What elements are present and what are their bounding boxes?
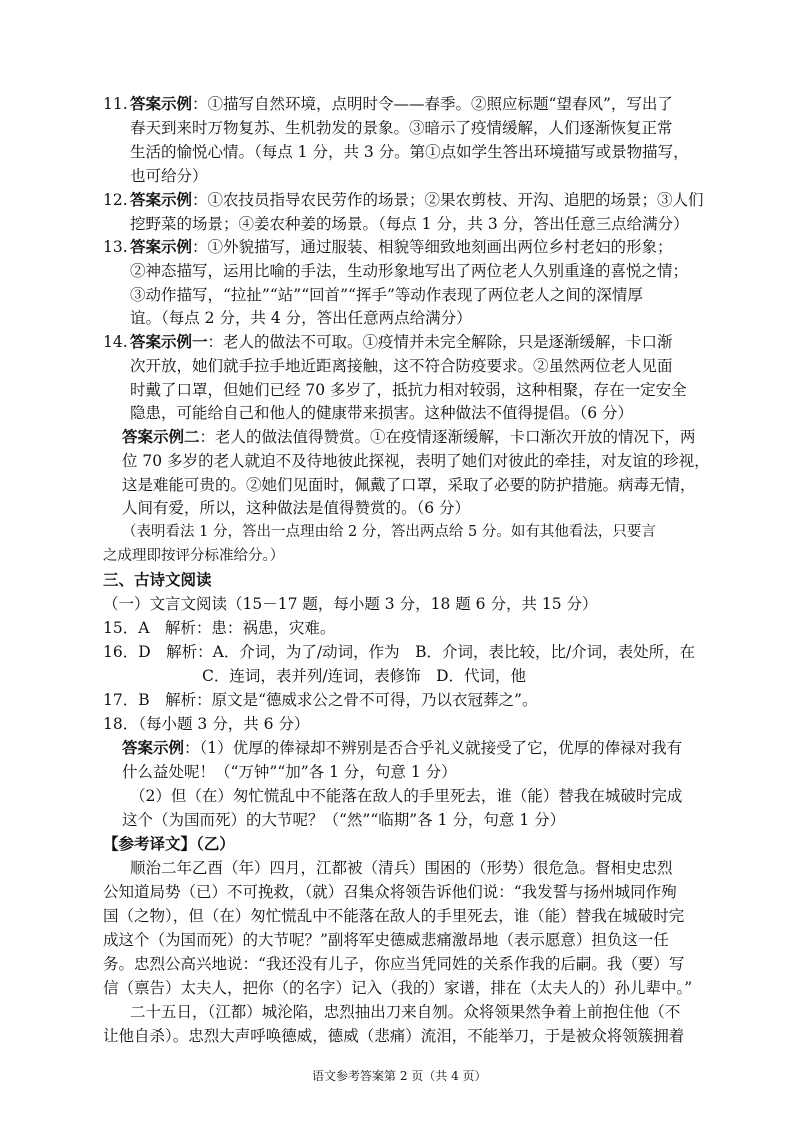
page-footer: 语文参考答案第 2 页（共 4 页） [312,1069,487,1083]
q18-text-1: ：（1）优厚的俸禄却不辨别是否合乎礼义就接受了它，优厚的俸禄对我有 [184,739,683,757]
translation-line-6: 信（禀告）太夫人，把你（的名字）记入（我的）家谱，排在（太夫人的）孙儿辈中。” [103,979,693,997]
q11-line-4: 也可给分） [130,167,208,185]
q13-line-4: 谊。（每点 2 分，共 4 分，答出任意两点给满分） [130,309,472,327]
q14-text-5: ：老人的做法值得赞赏。①在疫情逐渐缓解，卡口渐次开放的情况下，两 [199,428,696,446]
q14-line-5 [122,427,696,447]
q12-text-1: ：①农技员指导农民劳作的场景；②果农剪枝、开沟、追肥的场景；③人们 [192,191,704,209]
q13-number: 13. [103,238,128,256]
translation-line-3: 国（之物），但（在）匆忙慌乱中不能落在敌人的手里死去，谁（能）替我在城破时完 [103,907,685,925]
q14-line-6: 位 70 多岁的老人就迫不及待地彼此探视，表明了她们对彼此的牵挂，对友谊的珍视， [122,452,710,470]
translation-line-2: 公知道局势（已）不可挽救，（就）召集众将领告诉他们说：“我发誓与扬州城同作殉 [103,883,677,901]
q11-line-2: 春天到来时万物复苏、生机勃发的景象。③暗示了疫情缓解，人们逐渐恢复正常 [130,119,673,137]
q15-answer: 15．A 解析：患：祸患，灾难。 [103,619,336,637]
q14-line-8: 人间有爱，所以，这种做法是值得赞赏的。（6 分） [122,499,471,517]
q11-line-1 [130,94,673,114]
q12-number: 12. [103,191,128,209]
q18-header: 18．（每小题 3 分，共 6 分） [103,715,310,733]
section-3-title: 三、古诗文阅读 [103,570,212,589]
q14-line-2: 次开放，她们就手拉手地近距离接触，这不符合防疫要求。②虽然两位老人见面 [130,357,673,375]
q17-answer: 17．B 解析：原文是“德威求公之骨不可得，乃以衣冠葬之”。 [103,691,538,709]
translation-title: 【参考译文】（乙） [103,834,235,853]
q14-label-1: 答案示例一 [130,332,208,351]
translation-line-7: 二十五日，（江都）城沦陷，忠烈抽出刀来自刎。众将领果然争着上前抱住他（不 [130,1003,681,1021]
q18-line-4: 这个（为国而死）的大节呢？（“然”“临期”各 1 分，句意 1 分） [122,811,566,829]
q13-line-2: ②神态描写，运用比喻的手法，生动形象地写出了两位老人久别重逢的喜悦之情； [130,262,689,280]
q18-line-3: （2）但（在）匆忙慌乱中不能落在敌人的手里死去，谁（能）替我在城破时完成 [130,787,683,805]
q12-line-2: 挖野菜的场景；④姜农种姜的场景。（每点 1 分，共 3 分，答出任意三点给满分） [130,215,689,233]
q16-line-1: 16．D 解析：A．介词，为了/动词，作为 B．介词，表比较，比/介词，表处所，在 [103,643,696,661]
translation-line-1: 顺治二年乙酉（年）四月，江都被（清兵）围困的（形势）很危急。督相史忠烈 [130,859,673,877]
q13-text-1: ：①外貌描写，通过服装、相貌等细致地刻画出两位乡村老妇的形象； [192,238,673,256]
q18-label: 答案示例 [122,738,185,757]
q12-line-1 [130,190,704,210]
translation-line-4: 成这个（为国而死）的大节呢？”副将军史德威悲痛激昂地（表示愿意）担负这一任 [103,931,669,949]
q11-number: 11. [103,95,128,113]
q14-note-2: 之成理即按评分标准给分。） [103,548,285,564]
translation-line-5: 务。忠烈公高兴地说：“我还没有儿子，你应当凭同姓的关系作我的后嗣。我（要）写 [103,955,685,973]
q14-line-3: 时戴了口罩，但她们已经 70 多岁了，抵抗力相对较弱，这种相聚，存在一定安全 [130,381,687,399]
q14-line-1 [130,332,673,352]
q13-label: 答案示例 [130,237,193,256]
q14-number: 14. [103,333,128,351]
section-3-subtitle: （一）文言文阅读（15－17 题，每小题 3 分，18 题 6 分，共 15 分） [103,595,598,613]
q14-label-2: 答案示例二 [122,427,200,446]
q13-line-1 [130,237,673,257]
q11-text-1: ：①描写自然环境，点明时令——春季。②照应标题“望春风”，写出了 [192,95,673,113]
q14-text-1: ：老人的做法不可取。①疫情并未完全解除，只是逐渐缓解，卡口渐 [207,333,673,351]
q18-line-2: 什么益处呢！（“万钟”“加”各 1 分，句意 1 分） [122,763,457,781]
q14-line-4: 隐患，可能给自己和他人的健康带来损害。这种做法不值得提倡。（6 分） [130,404,634,422]
q14-line-7: 这是难能可贵的。②她们见面时，佩戴了口罩，采取了必要的防护措施。病毒无情， [122,476,696,494]
q16-line-2: C．连词，表并列/连词，表修饰 D．代词，他 [202,667,527,685]
q11-line-3: 生活的愉悦心情。（每点 1 分，共 3 分。第①点如学生答出环境描写或景物描写， [130,143,689,161]
translation-line-8: 让他自杀）。忠烈大声呼唤德威，德威（悲痛）流泪，不能举刀，于是被众将领簇拥着 [103,1027,685,1045]
q12-label: 答案示例 [130,190,193,209]
q18-line-1 [122,738,682,758]
q13-line-3: ③动作描写，“拉扯”“站”“回首”“挥手”等动作表现了两位老人之间的深情厚 [130,286,643,304]
q14-note-1: （表明看法 1 分，答出一点理由给 2 分，答出两点给 5 分。如有其他看法，只要言 [122,524,656,540]
q11-label: 答案示例 [130,94,193,113]
